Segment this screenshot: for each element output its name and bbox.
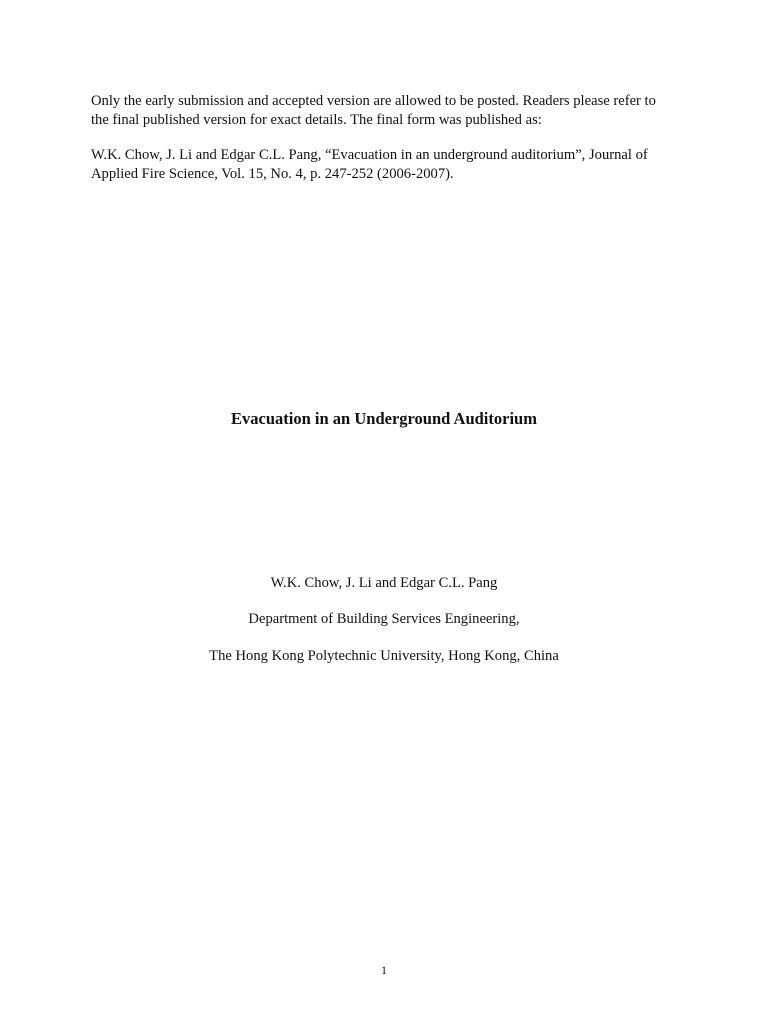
paper-authors: W.K. Chow, J. Li and Edgar C.L. Pang bbox=[270, 575, 498, 591]
author-department: Department of Building Services Engineering, bbox=[248, 611, 520, 627]
citation-line-2: Applied Fire Science, Vol. 15, No. 4, p. 247-252 (2006-2007). bbox=[91, 166, 454, 182]
posting-notice bbox=[91, 92, 691, 130]
paper-title: Evacuation in an Underground Auditorium bbox=[231, 409, 537, 428]
citation bbox=[91, 146, 691, 184]
page-number: 1 bbox=[381, 963, 387, 977]
citation-line-1: W.K. Chow, J. Li and Edgar C.L. Pang, “Evacuation in an underground auditorium”, Journal of bbox=[91, 147, 648, 163]
posting-notice-line-1: Only the early submission and accepted version are allowed to be posted. Readers please refer to bbox=[91, 93, 656, 109]
author-university: The Hong Kong Polytechnic University, Hong Kong, China bbox=[209, 648, 559, 664]
posting-notice-line-2: the final published version for exact details. The final form was published as: bbox=[91, 112, 542, 128]
